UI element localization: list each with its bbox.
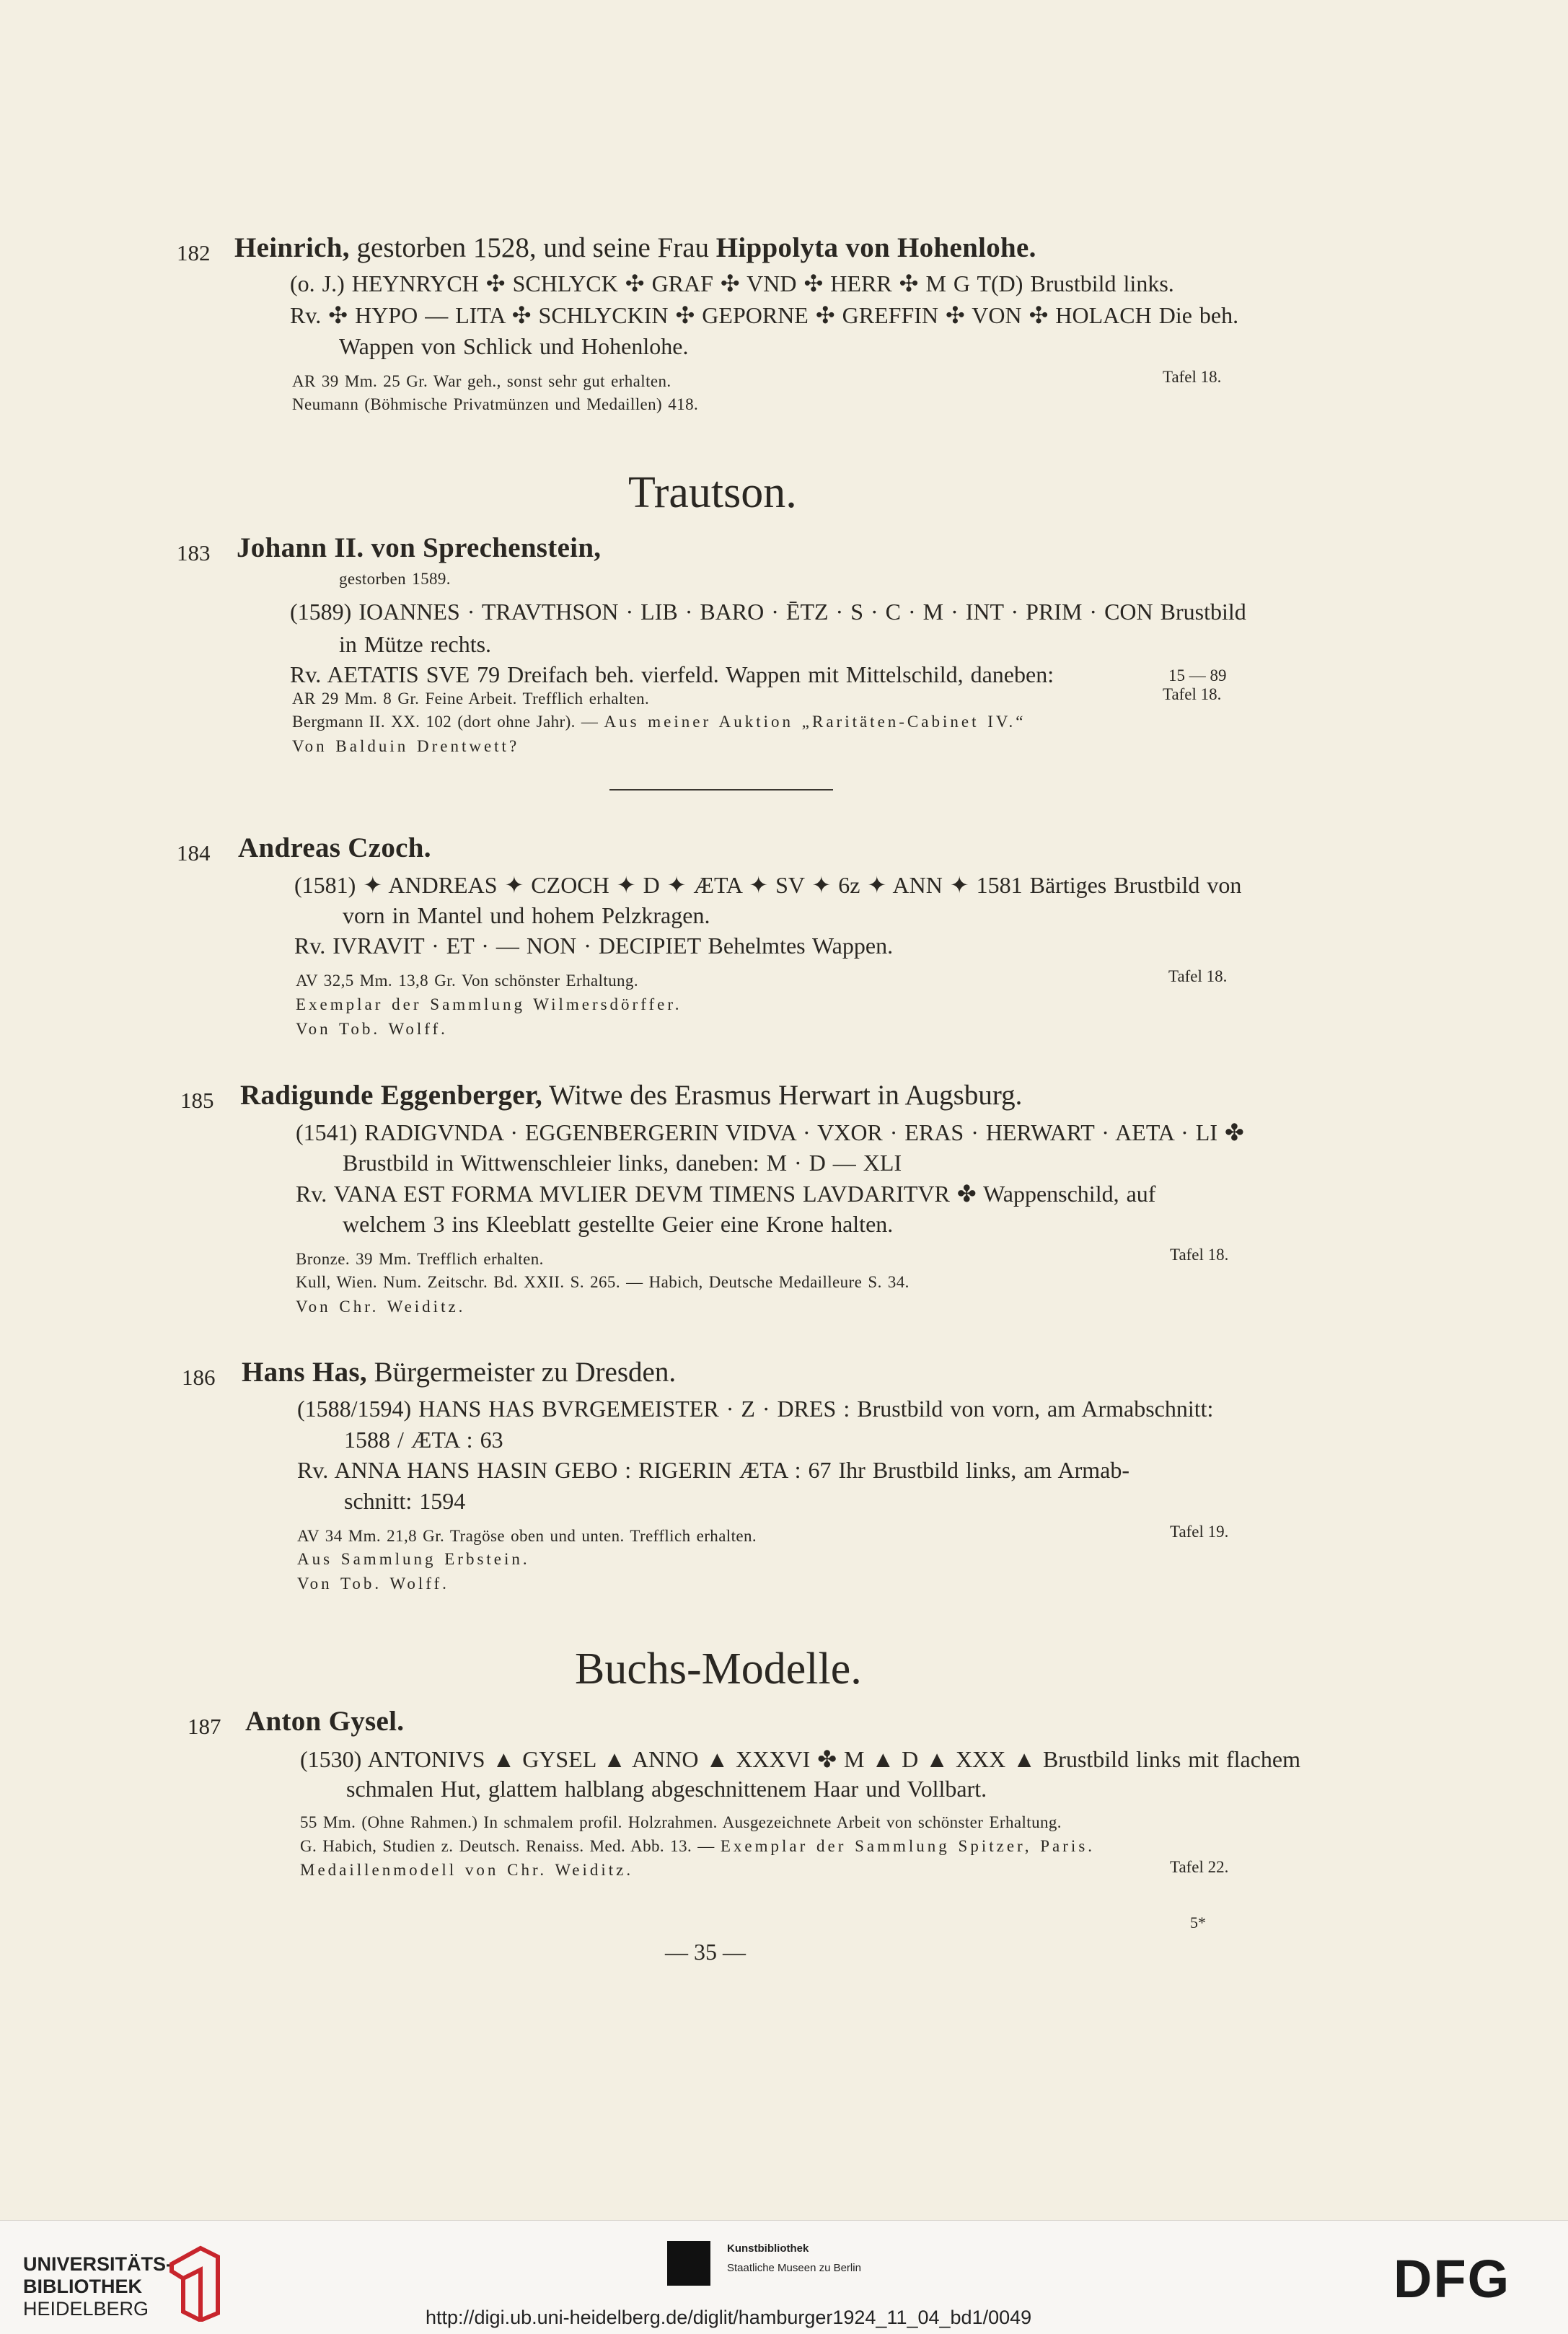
entry-line: schmalen Hut, glattem halblang abgeschnittenem Haar und Vollbart. [346, 1776, 987, 1802]
dfg-logo: DFG [1393, 2249, 1511, 2309]
entry-line: Rv. IVRAVIT · ET · — NON · DECIPIET Behelmtes Wappen. [294, 933, 894, 959]
logo-line: UNIVERSITÄTS- [23, 2253, 173, 2275]
entry-line: 1588 / ÆTA : 63 [344, 1427, 503, 1453]
entry-note-spaced: Exemplar der Sammlung Spitzer, Paris. [720, 1837, 1096, 1855]
entry-number: 187 [188, 1714, 221, 1739]
entry-heading [237, 532, 601, 564]
entry-note: AV 34 Mm. 21,8 Gr. Tragöse oben und unten. Trefflich erhalten. [297, 1527, 757, 1545]
entry-name: Andreas Czoch. [238, 832, 431, 863]
entry-note: Aus Sammlung Erbstein. [297, 1550, 530, 1568]
section-heading: Buchs-Modelle. [575, 1644, 862, 1694]
tafel-ref: Tafel 18. [1168, 967, 1228, 985]
entry-line: Rv. AETATIS SVE 79 Dreifach beh. vierfeld. Wappen mit Mittelschild, daneben: [290, 661, 1054, 687]
entry-heading [234, 232, 1036, 264]
entry-name: Anton Gysel. [245, 1706, 405, 1737]
tafel-ref: Tafel 18. [1163, 368, 1222, 386]
entry-heading [242, 1356, 676, 1388]
tafel-ref: Tafel 19. [1170, 1523, 1229, 1541]
entry-line: Rv. ✣ HYPO — LITA ✣ SCHLYCKIN ✣ GEPORNE ✣ GREFFIN ✣ VON ✣ HOLACH Die beh. [290, 302, 1239, 328]
entry-note [300, 1837, 1095, 1856]
entry-name: Johann II. von Sprechenstein, [237, 532, 602, 563]
tafel-ref: Tafel 18. [1163, 685, 1222, 703]
page-number: — 35 — [665, 1939, 746, 1965]
entry-heading-text: Bürgermeister zu Dresden. [366, 1357, 677, 1388]
entry-name: Heinrich, [234, 232, 350, 263]
entry-heading-text: gestorben 1528, und seine Frau [349, 232, 716, 263]
entry-line: (1581) ✦ ANDREAS ✦ CZOCH ✦ D ✦ ÆTA ✦ SV ✦ 6z ✦ ANN ✦ 1581 Bärtiges Brustbild von [294, 872, 1242, 898]
entry-line: Rv. VANA EST FORMA MVLIER DEVM TIMENS LAVDARITVR ✤ Wappenschild, auf [296, 1181, 1156, 1207]
entry-note: Exemplar der Sammlung Wilmersdörffer. [296, 995, 682, 1013]
entry-note: Von Tob. Wolff. [297, 1575, 449, 1593]
entry-line: Wappen von Schlick und Hohenlohe. [339, 333, 689, 359]
entry-note: Medaillenmodell von Chr. Weiditz. [300, 1861, 634, 1879]
entry-heading [240, 1079, 1022, 1111]
entry-line: (1541) RADIGVNDA · EGGENBERGERIN VIDVA · VXOR · ERAS · HERWART · AETA · LI ✤ [296, 1119, 1244, 1145]
entry-note: Bronze. 39 Mm. Trefflich erhalten. [296, 1250, 544, 1268]
entry-note-spaced: Aus meiner Auktion „Raritäten-Cabinet IV.“ [604, 713, 1026, 731]
kunstbibliothek-logo-icon [667, 2241, 710, 2286]
entry-subtitle: gestorben 1589. [339, 570, 451, 588]
entry-line: schnitt: 1594 [344, 1488, 466, 1514]
logo-line: HEIDELBERG [23, 2298, 149, 2320]
entry-line: (1588/1594) HANS HAS BVRGEMEISTER · Z · DRES : Brustbild von vorn, am Armabschnitt: [297, 1396, 1214, 1422]
entry-note: Neumann (Böhmische Privatmünzen und Medaillen) 418. [292, 395, 699, 413]
entry-note [292, 713, 1026, 731]
divider-rule [609, 789, 833, 791]
kunstbibliothek-title: Kunstbibliothek [727, 2242, 809, 2255]
entry-note: Von Balduin Drentwett? [292, 737, 520, 755]
footer-bar [0, 2220, 1568, 2334]
entry-name-2: Hippolyta von Hohenlohe. [715, 232, 1036, 263]
entry-name: Hans Has, [242, 1357, 367, 1388]
entry-note: AV 32,5 Mm. 13,8 Gr. Von schönster Erhaltung. [296, 972, 638, 990]
entry-note-part: Bergmann II. XX. 102 (dort ohne Jahr). — [292, 713, 604, 731]
entry-line: Rv. ANNA HANS HASIN GEBO : RIGERIN ÆTA : 67 Ihr Brustbild links, am Armab- [297, 1457, 1130, 1483]
entry-note: Kull, Wien. Num. Zeitschr. Bd. XXII. S. 265. — Habich, Deutsche Medailleure S. 34. [296, 1273, 909, 1291]
entry-number: 184 [177, 840, 211, 866]
entry-line: vorn in Mantel und hohem Pelzkragen. [343, 902, 710, 928]
entry-heading-text: Witwe des Erasmus Herwart in Augsburg. [542, 1080, 1023, 1111]
entry-number: 185 [180, 1088, 214, 1113]
entry-line: (1589) IOANNES · TRAVTHSON · LIB · BARO · ĒTZ · S · C · M · INT · PRIM · CON Brustbild [290, 599, 1246, 625]
entry-line: Brustbild in Wittwenschleier links, daneben: M · D — XLI [343, 1150, 902, 1176]
entry-number: 183 [177, 540, 211, 565]
ub-heidelberg-logo-text [23, 2253, 172, 2320]
entry-number: 186 [182, 1365, 216, 1390]
entry-name: Radigunde Eggenberger, [240, 1080, 543, 1111]
tafel-ref: Tafel 22. [1170, 1858, 1229, 1876]
entry-line: (o. J.) HEYNRYCH ✣ SCHLYCK ✣ GRAF ✣ VND ✣ HERR ✣ M G T(D) Brustbild links. [290, 270, 1174, 296]
logo-line: BIBLIOTHEK [23, 2276, 142, 2297]
entry-number: 182 [177, 240, 211, 265]
entry-note: AR 29 Mm. 8 Gr. Feine Arbeit. Trefflich erhalten. [292, 690, 650, 708]
entry-line: (1530) ANTONIVS ▲ GYSEL ▲ ANNO ▲ XXXVI ✤ M ▲ D ▲ XXX ▲ Brustbild links mit flachem [300, 1746, 1301, 1772]
entry-note: 55 Mm. (Ohne Rahmen.) In schmalem profil. Holzrahmen. Ausgezeichnete Arbeit von schönster Erhaltung. [300, 1813, 1062, 1831]
entry-note: Von Tob. Wolff. [296, 1020, 448, 1038]
entry-heading [245, 1705, 404, 1738]
entry-note: Von Chr. Weiditz. [296, 1298, 466, 1316]
entry-heading [238, 832, 431, 864]
tafel-ref: Tafel 18. [1170, 1246, 1229, 1264]
entry-line: in Mütze rechts. [339, 631, 492, 657]
entry-note: AR 39 Mm. 25 Gr. War geh., sonst sehr gut erhalten. [292, 372, 671, 390]
entry-note-part: G. Habich, Studien z. Deutsch. Renaiss. Med. Abb. 13. — [300, 1837, 721, 1855]
entry-line-suffix: 15 — 89 [1168, 666, 1227, 684]
section-heading: Trautson. [628, 468, 797, 517]
entry-line: welchem 3 ins Kleeblatt gestellte Geier eine Krone halten. [343, 1211, 894, 1237]
permalink-url[interactable]: http://digi.ub.uni-heidelberg.de/diglit/hamburger1924_11_04_bd1/0049 [426, 2307, 1032, 2328]
ub-heidelberg-emblem-icon [157, 2235, 222, 2322]
signature-mark: 5* [1190, 1914, 1206, 1932]
kunstbibliothek-subtitle: Staatliche Museen zu Berlin [727, 2262, 861, 2274]
